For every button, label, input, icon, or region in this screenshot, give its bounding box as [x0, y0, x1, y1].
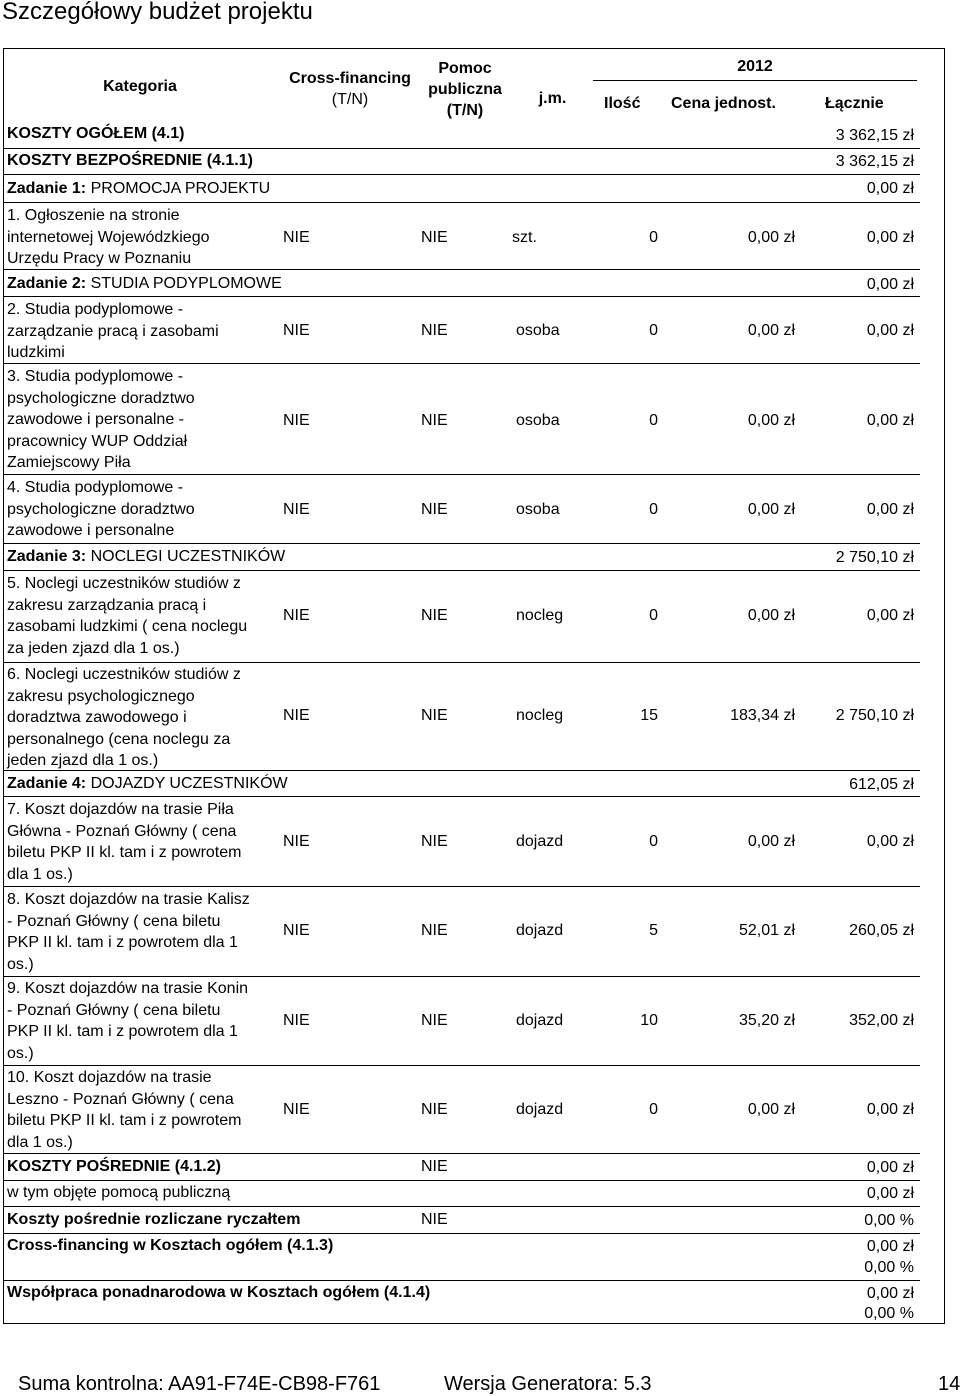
item-line: za jeden zjazd dla 1 os.): [7, 639, 180, 657]
item-4-jm: osoba: [516, 501, 560, 518]
koszty-ogolem-value: 3 362,15 zł: [835, 127, 914, 144]
item-3-jm: osoba: [516, 412, 560, 429]
item-9-total: 352,00 zł: [849, 1012, 914, 1029]
item-line: internetowej Wojewódzkiego: [7, 228, 210, 246]
item-5-price: 0,00 zł: [747, 607, 795, 624]
item-line: 5. Noclegi uczestników studiów z: [7, 575, 241, 592]
item-line: jeden zjazd dla 1 os.): [7, 752, 159, 769]
item-5-cf: NIE: [283, 607, 310, 624]
task-4-number: Zadanie 4:: [7, 775, 87, 792]
header-ilosc: Ilość: [604, 95, 641, 112]
footer-page-number: 14: [938, 1373, 960, 1395]
header-cross-financing-line1: Cross-financing: [289, 70, 411, 87]
header-pomoc-line1: Pomoc: [438, 60, 492, 77]
item-7-total: 0,00 zł: [866, 833, 914, 850]
item-7-pp: NIE: [421, 833, 448, 850]
item-5-description: [7, 573, 277, 659]
task-2-number: Zadanie 2:: [7, 275, 87, 292]
item-7-cf: NIE: [283, 833, 310, 850]
item-3-price: 0,00 zł: [747, 412, 795, 429]
item-line: 2. Studia podyplomowe -: [7, 301, 184, 318]
row-separator: [3, 1180, 920, 1181]
item-3-qty: 0: [649, 412, 658, 429]
item-line: dla 1 os.): [7, 865, 73, 883]
item-1-description: [7, 205, 277, 270]
item-line: psychologiczne doradztwo: [7, 500, 195, 518]
item-10-total: 0,00 zł: [866, 1101, 914, 1118]
item-10-jm: dojazd: [516, 1101, 564, 1118]
item-line: 9. Koszt dojazdów na trasie Konin: [7, 980, 249, 997]
item-line: - Poznań Główny ( cena biletu: [7, 1001, 221, 1019]
header-cena: Cena jednost.: [671, 95, 776, 112]
row-separator: [3, 886, 920, 887]
item-4-pp: NIE: [421, 501, 448, 518]
row-separator: [3, 148, 920, 149]
item-line: PKP II kl. tam i z powrotem dla 1: [7, 1023, 238, 1040]
wspolpraca-value1: 0,00 zł: [866, 1285, 914, 1302]
row-separator: [3, 1153, 920, 1154]
footer-version: Wersja Generatora: 5.3: [444, 1373, 652, 1395]
row-separator: [3, 1065, 920, 1066]
item-10-pp: NIE: [421, 1101, 448, 1118]
wspolpraca-value2: 0,00 %: [864, 1305, 914, 1322]
item-8-jm: dojazd: [516, 922, 564, 939]
item-line: PKP II kl. tam i z powrotem dla 1: [7, 934, 238, 951]
item-line: zakresu zarządzania pracą i: [7, 596, 207, 614]
item-line: Zamiejscowy Piła: [7, 454, 131, 471]
item-6-price: 183,34 zł: [730, 707, 795, 724]
item-7-qty: 0: [649, 833, 658, 850]
task-3-number: Zadanie 3:: [7, 548, 87, 565]
row-separator: [3, 296, 920, 297]
item-8-total: 260,05 zł: [849, 922, 914, 939]
task-1-name: PROMOCJA PROJEKTU: [90, 180, 271, 197]
item-line: os.): [7, 955, 34, 973]
row-separator: [3, 770, 920, 771]
item-2-pp: NIE: [421, 322, 448, 339]
task-3-name: NOCLEGI UCZESTNIKÓW: [90, 548, 286, 565]
item-2-total: 0,00 zł: [866, 322, 914, 339]
item-line: 3. Studia podyplomowe -: [7, 368, 184, 385]
ryczalt-flag: NIE: [421, 1211, 448, 1228]
item-line: - Poznań Główny ( cena biletu: [7, 912, 221, 930]
header-pomoc-line2: publiczna: [428, 81, 502, 98]
item-9-qty: 10: [640, 1012, 658, 1029]
item-line: biletu PKP II kl. tam i z powrotem: [7, 844, 242, 861]
item-line: biletu PKP II kl. tam i z powrotem: [7, 1112, 242, 1129]
item-line: zawodowe i personalne -: [7, 411, 184, 428]
row-separator: [3, 570, 920, 571]
row-separator: [3, 543, 920, 544]
row-separator: [3, 1233, 920, 1234]
item-line: Leszno - Poznań Główny ( cena: [7, 1090, 234, 1108]
item-line: 10. Koszt dojazdów na trasie: [7, 1069, 212, 1086]
item-line: zakresu psychologicznego: [7, 687, 195, 705]
item-5-qty: 0: [649, 607, 658, 624]
item-6-qty: 15: [640, 707, 658, 724]
item-8-price: 52,01 zł: [738, 922, 795, 939]
item-line: 8. Koszt dojazdów na trasie Kalisz: [7, 891, 250, 908]
koszty-posrednie-flag: NIE: [421, 1158, 448, 1175]
cross-financing-value1: 0,00 zł: [866, 1238, 914, 1255]
row-separator: [3, 363, 920, 364]
item-1-total: 0,00 zł: [866, 229, 914, 246]
item-line: zarządzanie pracą i zasobami: [7, 322, 219, 340]
item-10-cf: NIE: [283, 1101, 310, 1118]
item-9-price: 35,20 zł: [738, 1012, 795, 1029]
page-title: Szczegółowy budżet projektu: [2, 0, 313, 25]
item-6-cf: NIE: [283, 707, 310, 724]
cross-financing-value2: 0,00 %: [864, 1259, 914, 1276]
task-4-name: DOJAZDY UCZESTNIKÓW: [90, 775, 288, 792]
item-line: Główna - Poznań Główny ( cena: [7, 822, 237, 840]
item-3-pp: NIE: [421, 412, 448, 429]
item-6-description: [7, 664, 277, 772]
item-line: zawodowe i personalne: [7, 522, 175, 539]
item-line: pracownicy WUP Oddział: [7, 432, 188, 450]
task-4-total: 612,05 zł: [849, 776, 914, 793]
ryczalt-label: Koszty pośrednie rozliczane ryczałtem: [7, 1211, 301, 1228]
item-5-jm: nocleg: [516, 607, 564, 624]
item-line: personalnego (cena noclegu za: [7, 730, 231, 748]
item-7-jm: dojazd: [516, 833, 564, 850]
ryczalt-value: 0,00 %: [864, 1212, 914, 1229]
koszty-bezposrednie-value: 3 362,15 zł: [835, 153, 914, 170]
row-separator: [3, 976, 920, 977]
row-separator: [3, 662, 920, 663]
header-lacznie: Łącznie: [825, 95, 884, 112]
header-jm: j.m.: [538, 90, 567, 107]
pomoc-publiczna-value: 0,00 zł: [866, 1185, 914, 1202]
item-6-jm: nocleg: [516, 707, 564, 724]
header-kategoria: Kategoria: [103, 78, 177, 95]
task-1-number: Zadanie 1:: [7, 180, 87, 197]
task-1-label: [7, 180, 270, 198]
header-year-line: [593, 80, 917, 81]
item-5-total: 0,00 zł: [866, 607, 914, 624]
task-2-total: 0,00 zł: [866, 276, 914, 293]
item-8-cf: NIE: [283, 922, 310, 939]
row-separator: [3, 1206, 920, 1207]
item-1-pp: NIE: [421, 229, 448, 246]
item-9-description: [7, 978, 277, 1064]
header-cross-financing-line2: (T/N): [331, 91, 369, 108]
item-4-qty: 0: [649, 501, 658, 518]
item-line: ludzkimi: [7, 344, 65, 361]
row-separator: [3, 796, 920, 797]
header-pomoc-publiczna: [415, 58, 515, 121]
item-2-qty: 0: [649, 322, 658, 339]
task-2-name: STUDIA PODYPLOMOWE: [90, 275, 282, 292]
row-separator: [3, 174, 920, 175]
item-4-total: 0,00 zł: [866, 501, 914, 518]
item-2-cf: NIE: [283, 322, 310, 339]
item-3-total: 0,00 zł: [866, 412, 914, 429]
row-separator: [3, 474, 920, 475]
item-3-cf: NIE: [283, 412, 310, 429]
task-3-label: [7, 548, 285, 566]
header-year: 2012: [737, 58, 773, 75]
header-pomoc-line3: (T/N): [446, 102, 484, 119]
item-line: 1. Ogłoszenie na stronie: [7, 207, 180, 224]
item-4-description: [7, 477, 277, 542]
row-separator: [3, 1280, 920, 1281]
item-4-price: 0,00 zł: [747, 501, 795, 518]
item-2-price: 0,00 zł: [747, 322, 795, 339]
item-line: zasobami ludzkimi ( cena noclegu: [7, 618, 248, 635]
item-4-cf: NIE: [283, 501, 310, 518]
item-10-description: [7, 1067, 277, 1153]
item-line: 4. Studia podyplomowe -: [7, 479, 184, 496]
item-3-description: [7, 366, 277, 474]
item-line: dla 1 os.): [7, 1133, 73, 1151]
item-8-description: [7, 889, 277, 975]
koszty-bezposrednie-label: KOSZTY BEZPOŚREDNIE (4.1.1): [7, 152, 253, 169]
wspolpraca-label: Współpraca ponadnarodowa w Kosztach ogółem (4.1.4): [7, 1284, 431, 1301]
row-separator: [3, 202, 920, 203]
item-1-jm: szt.: [512, 229, 537, 246]
item-8-qty: 5: [649, 922, 658, 939]
koszty-posrednie-label: KOSZTY POŚREDNIE (4.1.2): [7, 1158, 221, 1175]
item-2-description: [7, 299, 277, 364]
item-5-pp: NIE: [421, 607, 448, 624]
task-1-total: 0,00 zł: [866, 180, 914, 197]
item-line: os.): [7, 1044, 34, 1062]
item-9-pp: NIE: [421, 1012, 448, 1029]
item-1-qty: 0: [649, 229, 658, 246]
koszty-ogolem-label: KOSZTY OGÓŁEM (4.1): [7, 125, 185, 142]
row-separator: [3, 269, 920, 270]
pomoc-publiczna-label: w tym objęte pomocą publiczną: [7, 1184, 231, 1201]
task-4-label: [7, 775, 288, 793]
item-6-total: 2 750,10 zł: [835, 707, 914, 724]
item-8-pp: NIE: [421, 922, 448, 939]
item-9-cf: NIE: [283, 1012, 310, 1029]
item-1-cf: NIE: [283, 229, 310, 246]
item-7-description: [7, 799, 277, 885]
item-6-pp: NIE: [421, 707, 448, 724]
item-7-price: 0,00 zł: [747, 833, 795, 850]
header-cross-financing: [280, 68, 420, 110]
item-line: 7. Koszt dojazdów na trasie Piła: [7, 801, 234, 818]
item-line: 6. Noclegi uczestników studiów z: [7, 666, 241, 683]
item-line: Urzędu Pracy w Poznaniu: [7, 250, 192, 267]
item-1-price: 0,00 zł: [747, 229, 795, 246]
item-2-jm: osoba: [516, 322, 560, 339]
item-9-jm: dojazd: [516, 1012, 564, 1029]
koszty-posrednie-value: 0,00 zł: [866, 1159, 914, 1176]
footer-checksum: Suma kontrolna: AA91-F74E-CB98-F761: [18, 1373, 381, 1395]
cross-financing-label: Cross-financing w Kosztach ogółem (4.1.3): [7, 1237, 334, 1254]
item-10-price: 0,00 zł: [747, 1101, 795, 1118]
item-line: psychologiczne doradztwo: [7, 389, 195, 407]
item-10-qty: 0: [649, 1101, 658, 1118]
item-line: doradztwa zawodowego i: [7, 709, 187, 726]
task-3-total: 2 750,10 zł: [835, 549, 914, 566]
task-2-label: [7, 275, 282, 293]
